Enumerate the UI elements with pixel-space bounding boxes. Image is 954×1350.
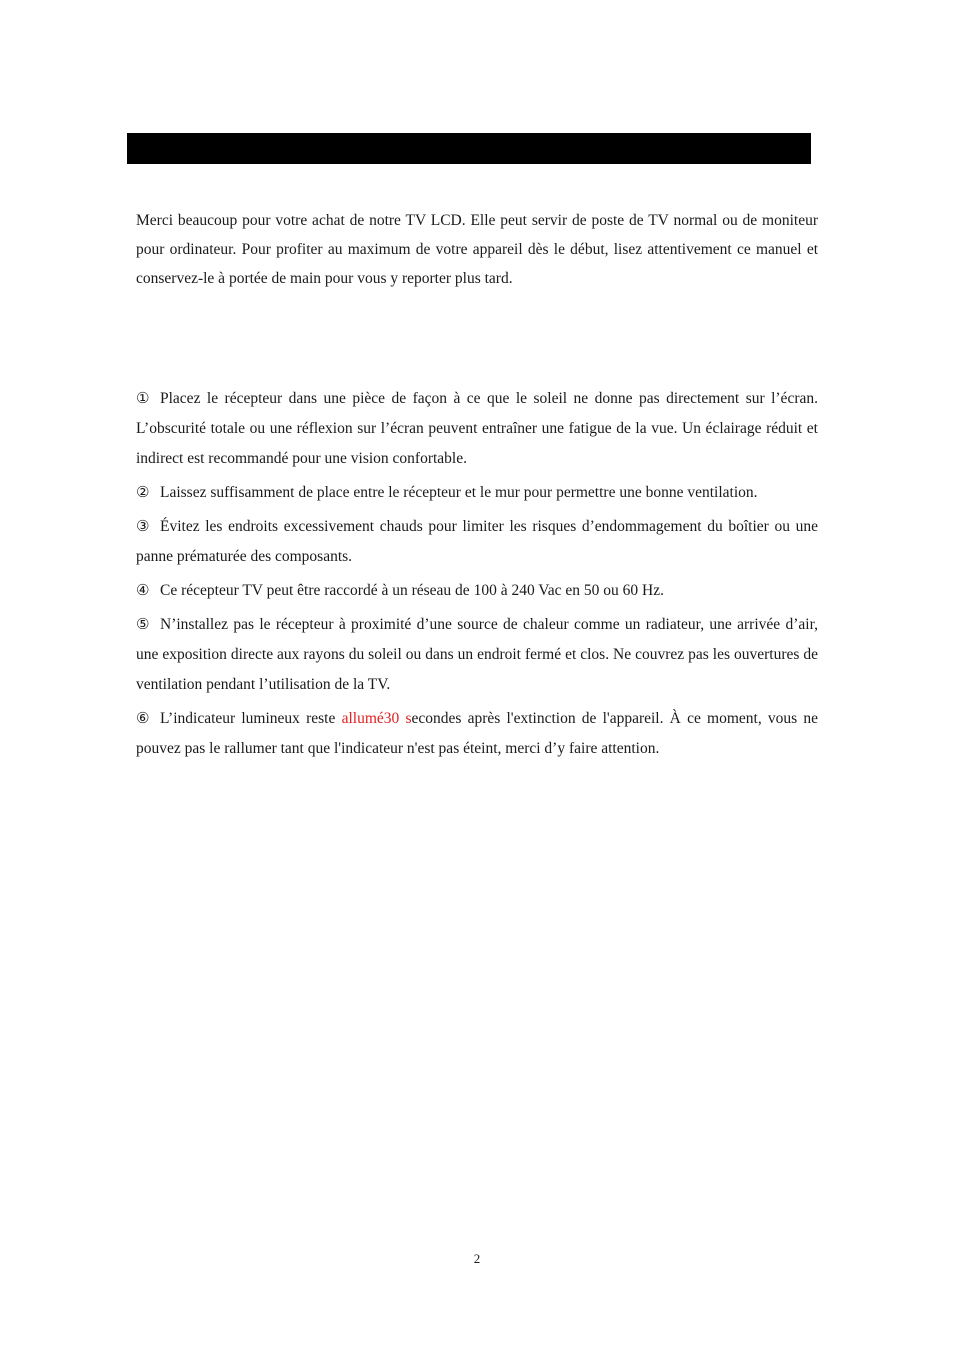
intro-paragraph: Merci beaucoup pour votre achat de notre TV LCD. Elle peut servir de poste de TV normal ou de moniteur pour ordinateur. Pour profiter au maximum de votre appareil dès le début, lisez attentivement ce manuel et conservez-le à portée de main pour vous y reporter plus tard. — [136, 212, 818, 287]
list-item — [136, 477, 818, 508]
list-item — [136, 383, 818, 474]
precautions-list — [136, 383, 818, 767]
list-item — [136, 575, 818, 606]
list-item — [136, 609, 818, 700]
item-text-before: L’indicateur lumineux reste — [160, 710, 342, 727]
highlighted-text: allumé30 s — [341, 710, 412, 727]
item-number: ⑥ — [136, 709, 150, 727]
item-text: Laissez suffisamment de place entre le récepteur et le mur pour permettre une bonne ventilation. — [160, 484, 758, 501]
list-item — [136, 511, 818, 572]
item-text: Évitez les endroits excessivement chauds pour limiter les risques d’endommagement du boîtier ou une panne prématurée des composants. — [136, 518, 818, 565]
item-text-after: econdes après l'extinction de l'appareil. À ce moment, vous ne pouvez pas le rallumer tant que l'indicateur n'est pas éteint, merci d’y faire attention. — [136, 710, 818, 757]
item-text: N’installez pas le récepteur à proximité d’une source de chaleur comme un radiateur, une arrivée d’air, une exposition directe aux rayons du soleil ou dans un endroit fermé et clos. Ne couvrez pas les ouvertures de ventilation pendant l’utilisation de la TV. — [136, 616, 818, 693]
item-text: Ce récepteur TV peut être raccordé à un réseau de 100 à 240 Vac en 50 ou 60 Hz. — [160, 582, 664, 599]
page-number: 2 — [473, 1251, 481, 1266]
item-text: Placez le récepteur dans une pièce de façon à ce que le soleil ne donne pas directement sur l’écran. L’obscurité totale ou une réflexion sur l’écran peuvent entraîner une fatigue de la vue. Un éclairage réduit et indirect est recommandé pour une vision confortable. — [136, 390, 818, 467]
section-header-bar — [127, 133, 811, 164]
list-item — [136, 703, 818, 764]
item-number: ② — [136, 483, 150, 501]
item-number: ③ — [136, 517, 150, 535]
item-number: ① — [136, 389, 150, 407]
item-number: ④ — [136, 581, 150, 599]
item-number: ⑤ — [136, 615, 150, 633]
